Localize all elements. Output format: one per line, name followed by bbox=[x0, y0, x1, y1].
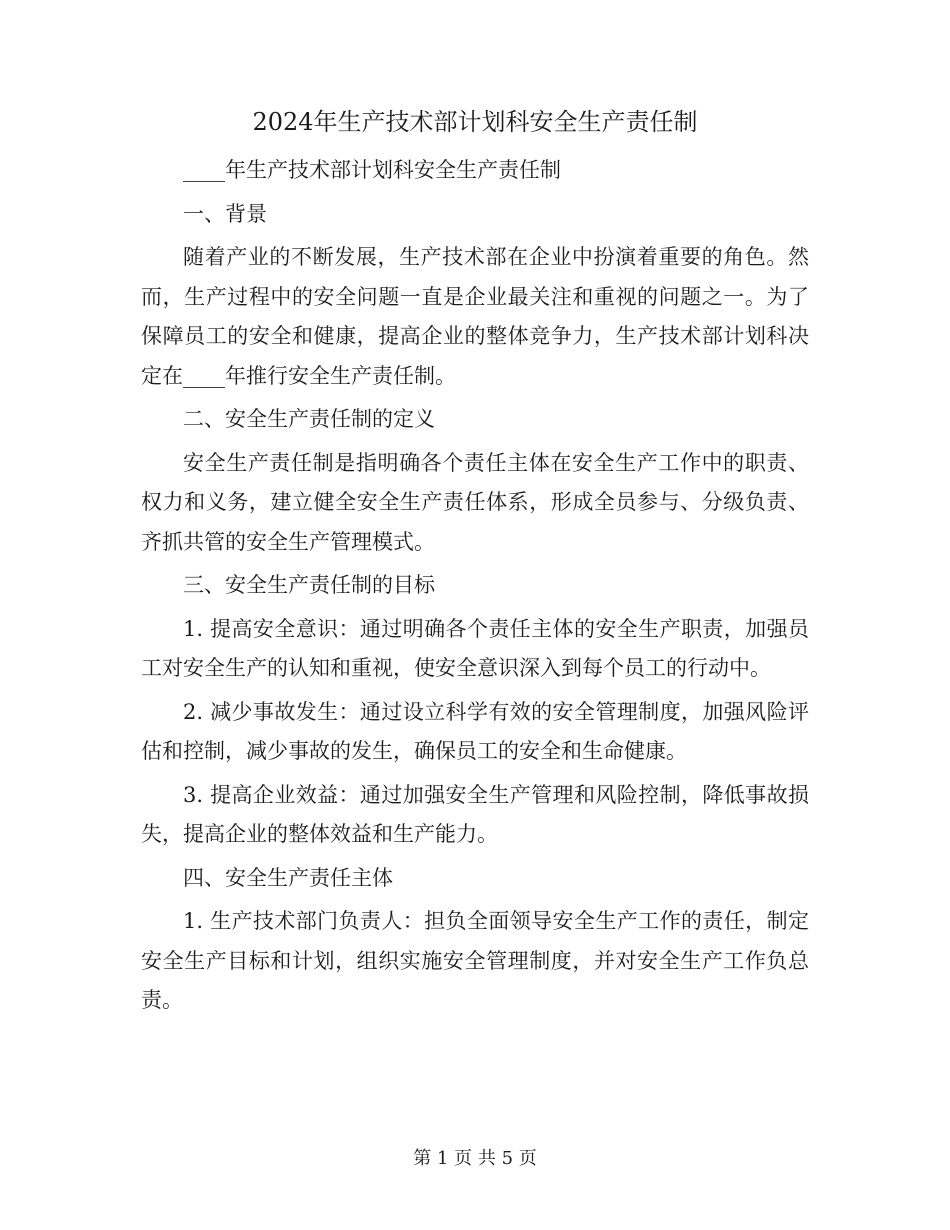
paragraph-definition: 安全生产责任制是指明确各个责任主体在安全生产工作中的职责、权力和义务，建立健全安全生产责任体系，形成全员参与、分级负责、齐抓共管的安全生产管理模式。 bbox=[141, 450, 809, 554]
paragraph-subtitle: ____年生产技术部计划科安全生产责任制 bbox=[183, 158, 561, 182]
section-heading-goals: 三、安全生产责任制的目标 bbox=[183, 573, 435, 597]
paragraph-goal-1: 1. 提高安全意识：通过明确各个责任主体的安全生产职责，加强员工对安全生产的认知和重视，使安全意识深入到每个员工的行动中。 bbox=[141, 616, 809, 680]
section-heading-subjects: 四、安全生产责任主体 bbox=[183, 865, 393, 890]
document-title: 2024年生产技术部计划科安全生产责任制 bbox=[252, 108, 698, 136]
paragraph-subject-1: 1. 生产技术部门负责人：担负全面领导安全生产工作的责任，制定安全生产目标和计划，组织实施安全管理制度，并对安全生产工作负总责。 bbox=[141, 909, 809, 1012]
document-body bbox=[141, 151, 809, 1025]
paragraph-background: 随着产业的不断发展，生产技术部在企业中扮演着重要的角色。然而，生产过程中的安全问题一直是企业最关注和重视的问题之一。为了保障员工的安全和健康，提高企业的整体竞争力，生产技术部计划科决定在____年推行安全生产责任制。 bbox=[141, 245, 809, 388]
page-footer: 第 1 页 共 5 页 bbox=[413, 1148, 537, 1169]
section-heading-definition: 二、安全生产责任制的定义 bbox=[183, 407, 435, 431]
paragraph-goal-3: 3. 提高企业效益：通过加强安全生产管理和风险控制，降低事故损失，提高企业的整体效益和生产能力。 bbox=[141, 782, 809, 846]
paragraph-goal-2: 2. 减少事故发生：通过设立科学有效的安全管理制度，加强风险评估和控制，减少事故的发生，确保员工的安全和生命健康。 bbox=[141, 699, 809, 763]
section-heading-background: 一、背景 bbox=[183, 201, 267, 226]
